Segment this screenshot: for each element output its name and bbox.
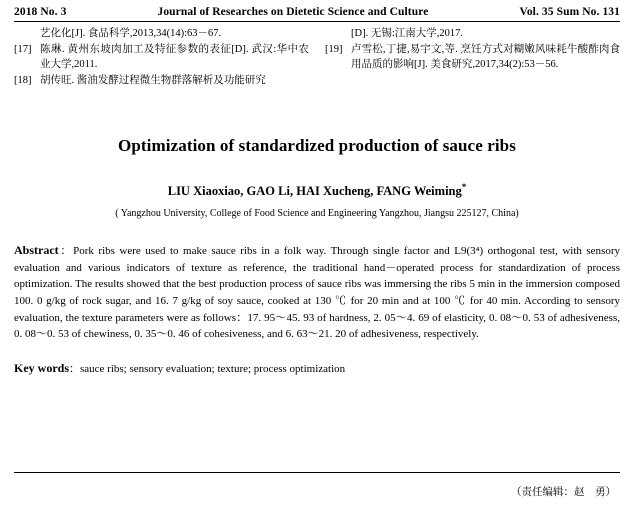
header-divider — [14, 21, 620, 22]
reference-text: 陈琳. 黄州东坡肉加工及特征参数的表征[D]. 武汉:华中农业大学,2011. — [40, 43, 309, 70]
keywords — [14, 359, 620, 378]
author-names: LIU Xiaoxiao, GAO Li, HAI Xucheng, FANG Weiming — [167, 183, 462, 198]
abstract-separator: ： — [58, 244, 74, 257]
running-head — [14, 0, 620, 18]
reference-item — [325, 27, 620, 42]
reference-text: 胡传旺. 酱油发酵过程微生物群落解析及功能研究 — [40, 74, 266, 86]
author-list — [14, 182, 620, 199]
reference-number: [17] — [14, 43, 32, 55]
abstract-text: Pork ribs were used to make sauce ribs in a folk way. Through single factor and L9(3⁴) orthogonal test, with sensory evaluation and various indicators of texture as reference, the traditional hand－operated process for standardization of process optimization. The results showed that the best production process of sauce ribs was immersing the ribs 5 min in the immersion composed 100. 0 g/kg of rock sugar, and 16. 7 g/kg of soy sauce, cooked at 130 ℃ for 20 min and at 100 ℃ for 40 min. According to sensory evaluation, the texture parameters were as follows：17. 95～45. 93 of hardness, 2. 05～4. 69 of elasticity, 0. 08～0. 53 of adhesiveness, 0. 08～0. 53 of chewiness, 0. 35～0. 46 of cohesiveness, and 6. 63～21. 20 of adhesiveness, respectively. — [14, 244, 620, 341]
affiliation: ( Yangzhou University, College of Food Science and Engineering Yangzhou, Jiangsu 225127, China) — [115, 207, 519, 219]
references-continuation — [14, 27, 620, 90]
running-head-journal-title: Journal of Researches on Dietetic Science and Culture — [157, 6, 429, 18]
reference-text: 卢雪松,丁捷,易宇文,等. 烹饪方式对糊嫩风味耗牛酸酢肉食用品质的影响[J]. 美食研究,2017,34(2):53－56. — [351, 43, 620, 70]
reference-item — [14, 43, 309, 73]
reference-text: 艺化化[J]. 食品科学,2013,34(14):63－67. — [40, 28, 222, 39]
abstract — [14, 241, 620, 343]
running-head-volume: Vol. 35 Sum No. 131 — [519, 6, 620, 18]
keywords-text: sauce ribs; sensory evaluation; texture; process optimization — [80, 363, 346, 376]
running-head-issue: 2018 No. 3 — [14, 6, 67, 18]
keywords-label: Key words — [14, 361, 69, 376]
reference-text: [D]. 无锡:江南大学,2017. — [351, 28, 463, 39]
references-left-column — [14, 27, 309, 90]
footer-divider — [14, 472, 620, 473]
abstract-label: Abstract — [14, 242, 59, 257]
reference-item — [325, 43, 620, 73]
reference-number: [19] — [325, 43, 343, 55]
corresponding-author-mark: * — [461, 181, 467, 192]
reference-number: [18] — [14, 74, 32, 86]
reference-item — [14, 27, 309, 42]
keywords-separator: ： — [69, 363, 80, 376]
reference-item — [14, 74, 309, 89]
page-title: Optimization of standardized production of sauce ribs — [118, 135, 516, 155]
editor-note: （责任编辑：赵 勇） — [511, 487, 616, 498]
references-right-column — [325, 27, 620, 90]
